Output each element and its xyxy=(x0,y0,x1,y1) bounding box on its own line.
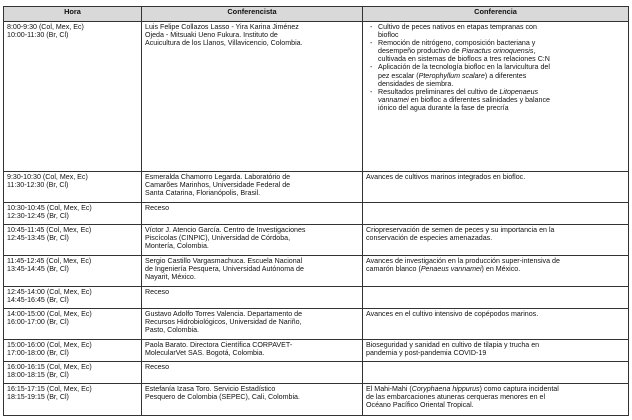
hora-line: 8:00-9:30 (Col, Mex, Ec) xyxy=(7,23,84,31)
hora-cell xyxy=(4,203,142,225)
table-row xyxy=(4,172,629,203)
hora-line: 10:00-11:30 (Br, Cl) xyxy=(7,31,69,40)
speaker-line: Esmeralda Chamorro Legarda. Laboratório de xyxy=(145,173,291,181)
hora-line: 9:30-10:30 (Col, Mex, Ec) xyxy=(7,173,88,181)
table-row xyxy=(4,225,629,256)
talk-text xyxy=(366,341,625,357)
speaker-cell xyxy=(142,256,363,287)
hora-cell xyxy=(4,287,142,309)
hora-line: 17:00-18:00 (Br, Cl) xyxy=(7,349,69,358)
talk-item xyxy=(378,88,625,112)
speaker-line: Acuicultura de los Llanos, Villavicencio, Colombia. xyxy=(145,39,303,48)
header-conferencista: Conferencista xyxy=(142,7,363,22)
hora-cell xyxy=(4,225,142,256)
text-run: cultivada en sistemas de bioflocs a tres relaciones C:N xyxy=(378,55,550,64)
talk-cell xyxy=(363,340,629,362)
speaker-line: Nayarit, México. xyxy=(145,273,196,282)
speaker-line: Camarões Marinhos, Universidade Federal de xyxy=(145,181,291,190)
text-run: conservación de especies amenazadas. xyxy=(366,234,493,243)
hora-line: 10:30-10:45 (Col, Mex, Ec) xyxy=(7,204,92,212)
table-row xyxy=(4,340,629,362)
hora-cell xyxy=(4,309,142,340)
speaker-line: Receso xyxy=(145,288,170,296)
text-run: Pterophyllum scalare xyxy=(418,71,485,80)
text-run: ) en México. xyxy=(481,265,521,274)
talk-cell xyxy=(363,172,629,203)
text-run: El Mahi-Mahi ( xyxy=(366,385,412,393)
speaker-cell xyxy=(142,340,363,362)
text-run: de las embarcaciones atuneras cerqueras menores en el xyxy=(366,393,546,402)
hora-cell xyxy=(4,384,142,416)
text-run: ) a diferentes xyxy=(484,71,527,80)
hora-line: 12:30-12:45 (Br, Cl) xyxy=(7,212,69,221)
speaker-line: Piscícolas (CINPIC), Universidad de Córdoba, xyxy=(145,234,291,243)
talk-text xyxy=(366,226,625,242)
text-run: pez escalar ( xyxy=(378,71,419,80)
talk-cell xyxy=(363,225,629,256)
talk-cell xyxy=(363,384,629,416)
hora-line: 16:00-16:15 (Col, Mex, Ec) xyxy=(7,363,92,371)
hora-line: 13:45-14:45 (Br, Cl) xyxy=(7,265,69,274)
speaker-line: Recursos Hidrobiológicos, Universidad de Nariño, xyxy=(145,318,302,327)
text-run: densidades de siembra. xyxy=(378,79,454,88)
speaker-line: Gustavo Adolfo Torres Valencia. Departamento de xyxy=(145,310,303,318)
speaker-cell xyxy=(142,22,363,172)
talk-text xyxy=(366,173,625,181)
text-run: Criopreservación de semen de peces y su importancia en la xyxy=(366,226,555,234)
hora-line: 16:15-17:15 (Col, Mex, Ec) xyxy=(7,385,92,393)
table-row xyxy=(4,362,629,384)
text-run: vannamei xyxy=(378,95,409,104)
text-run: desempeño productivo de xyxy=(378,47,462,56)
table-row xyxy=(4,384,629,416)
speaker-cell xyxy=(142,362,363,384)
talk-cell xyxy=(363,256,629,287)
speaker-line: Sergio Castillo Vargasmachuca. Escuela Nacional xyxy=(145,257,303,265)
speaker-cell xyxy=(142,203,363,225)
talk-text xyxy=(366,310,625,318)
talk-item xyxy=(378,39,625,63)
hora-line: 18:15-19:15 (Br, Cl) xyxy=(7,393,69,402)
talk-cell xyxy=(363,287,629,309)
hora-line: 15:00-16:00 (Col, Mex, Ec) xyxy=(7,341,92,349)
text-run: Remoción de nitrógeno, composición bacteriana y xyxy=(378,39,536,48)
talk-cell xyxy=(363,309,629,340)
hora-cell xyxy=(4,172,142,203)
speaker-line: MolecularVet SAS. Bogotá, Colombia. xyxy=(145,349,265,358)
hora-line: 11:30-12:30 (Br, Cl) xyxy=(7,181,69,190)
table-row xyxy=(4,287,629,309)
text-run: Océano Pacífico Oriental Tropical. xyxy=(366,401,474,410)
hora-cell xyxy=(4,22,142,172)
talk-text xyxy=(366,257,625,273)
header-hora: Hora xyxy=(4,7,142,22)
text-run: Penaeus vannamei xyxy=(420,265,482,274)
hora-line: 14:45-16:45 (Br, Cl) xyxy=(7,296,69,305)
speaker-line: Receso xyxy=(145,204,170,212)
hora-cell xyxy=(4,256,142,287)
hora-line: 11:45-12:45 (Col, Mex, Ec) xyxy=(7,257,92,265)
table-row xyxy=(4,309,629,340)
speaker-line: Pesquero de Colombia (SEPEC), Cali, Colombia. xyxy=(145,393,300,402)
hora-line: 14:00-15:00 (Col, Mex, Ec) xyxy=(7,310,92,318)
speaker-line: Pasto, Colombia. xyxy=(145,326,200,335)
text-run: camarón blanco ( xyxy=(366,265,421,274)
text-run: Cultivo de peces nativos en etapas tempranas con xyxy=(378,23,537,31)
talk-text xyxy=(366,385,625,409)
table-row xyxy=(4,256,629,287)
text-run: Piaractus orinoquensis xyxy=(461,47,534,56)
header-row xyxy=(4,7,629,22)
speaker-line: de Ingeniería Pesquera, Universidad Autónoma de xyxy=(145,265,304,274)
speaker-line: Luis Felipe Collazos Lasso - Yira Karina Jiménez xyxy=(145,23,299,31)
text-run: biofloc xyxy=(378,31,399,40)
header-conferencia: Conferencia xyxy=(363,7,629,22)
text-run: Litopenaeus xyxy=(499,87,539,96)
speaker-line: Ojeda - Mitsuaki Ueno Fukura. Instituto de xyxy=(145,31,278,40)
speaker-cell xyxy=(142,287,363,309)
speaker-cell xyxy=(142,172,363,203)
text-run: pandemia y post-pandemia COVID-19 xyxy=(366,349,487,358)
hora-cell xyxy=(4,362,142,384)
text-run: Resultados preliminares del cultivo de xyxy=(378,87,500,96)
text-run: Coryphaena hippurus xyxy=(411,385,480,393)
text-run: Avances en el cultivo intensivo de copépodos marinos. xyxy=(366,310,539,318)
hora-line: 12:45-13:45 (Br, Cl) xyxy=(7,234,69,243)
talk-item xyxy=(378,63,625,87)
hora-line: 10:45-11:45 (Col, Mex, Ec) xyxy=(7,226,92,234)
text-run: iónico del agua durante la fase de precría xyxy=(378,103,509,112)
text-run: en biofloc a diferentes salinidades y balance xyxy=(408,95,550,104)
speaker-line: Santa Catarina, Florianópolis, Brasil. xyxy=(145,189,261,198)
speaker-line: Paola Barato. Directora Científica CORPAVET- xyxy=(145,341,293,349)
speaker-line: Montería, Colombia. xyxy=(145,242,209,251)
speaker-line: Receso xyxy=(145,363,170,371)
speaker-line: Estefanía Izasa Toro. Servicio Estadístico xyxy=(145,385,276,393)
talk-list xyxy=(366,23,625,112)
speaker-cell xyxy=(142,384,363,416)
hora-line: 18:00-18:15 (Br, Cl) xyxy=(7,371,69,380)
talk-cell xyxy=(363,203,629,225)
talk-cell xyxy=(363,22,629,172)
hora-line: 12:45-14:00 (Col, Mex, Ec) xyxy=(7,288,92,296)
text-run: Aplicación de la tecnología biofloc en la larvicultura del xyxy=(378,63,550,72)
table-row xyxy=(4,22,629,172)
text-run: ) como captura incidental xyxy=(479,385,559,393)
text-run: Avances de cultivos marinos integrados en biofloc. xyxy=(366,173,526,181)
speaker-cell xyxy=(142,309,363,340)
talk-item xyxy=(378,23,625,39)
text-run: , xyxy=(533,47,536,56)
schedule-table xyxy=(3,6,629,416)
text-run: Bioseguridad y sanidad en cultivo de tilapia y trucha en xyxy=(366,341,540,349)
speaker-line: Víctor J. Atencio García. Centro de Investigaciones xyxy=(145,226,306,234)
speaker-cell xyxy=(142,225,363,256)
hora-cell xyxy=(4,340,142,362)
talk-cell xyxy=(363,362,629,384)
text-run: Avances de investigación en la producción super-intensiva de xyxy=(366,257,560,265)
hora-line: 16:00-17:00 (Br, Cl) xyxy=(7,318,69,327)
table-row xyxy=(4,203,629,225)
